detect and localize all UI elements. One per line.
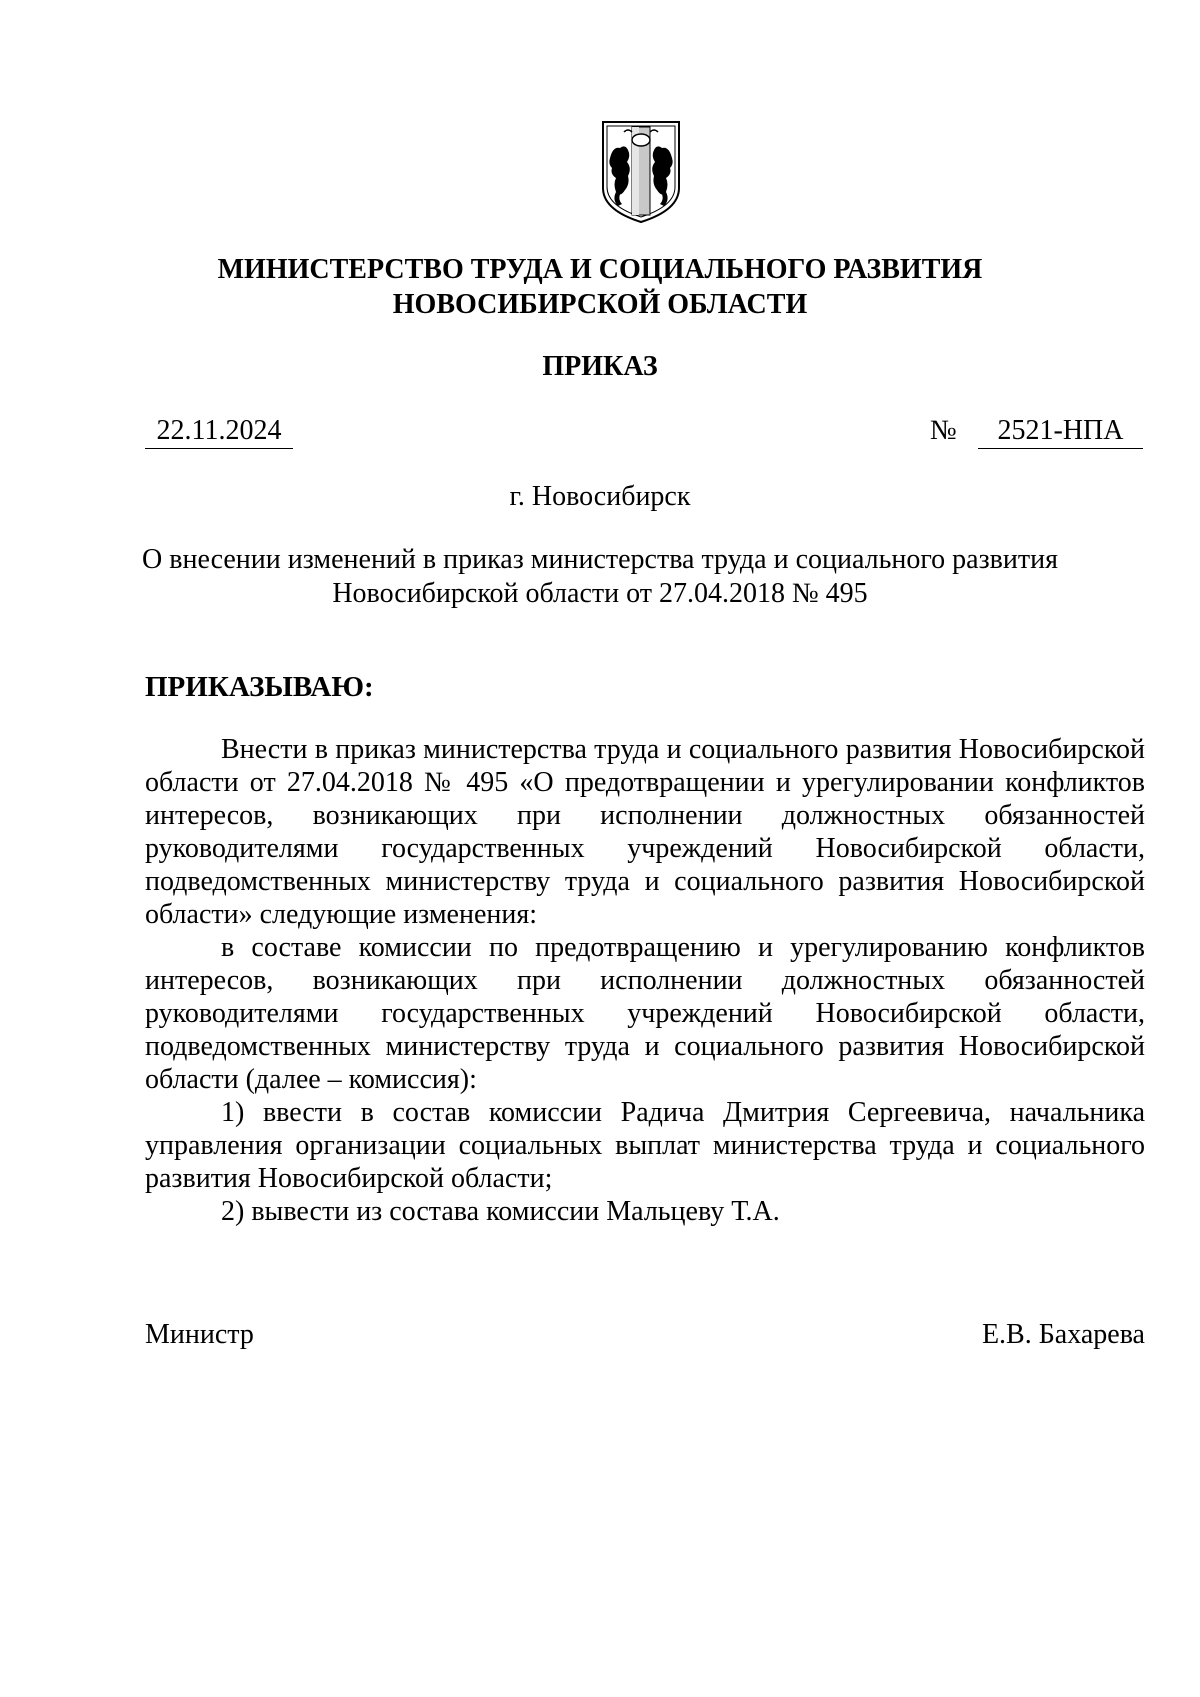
body-paragraph-1: Внести в приказ министерства труда и социального развития Новосибирской области от 27.04.2018 № 495 «О предотвращении и урегулировании конфликтов интересов, возникающих при исполнении должностных обязанностей руководителями государственных учреждений Новосибирской области, подведомственных министерству труда и социального развития Новосибирской области» следующие изменения: [145,734,1145,930]
body-paragraph-2: в составе комиссии по предотвращению и урегулированию конфликтов интересов, возникающих при исполнении должностных обязанностей руководителями государственных учреждений Новосибирской области, подведомственных министерству труда и социального развития Новосибирской области (далее – комиссия): [145,932,1145,1095]
order-body [145,733,1145,1228]
ministry-name-line1: МИНИСТЕРСТВО ТРУДА И СОЦИАЛЬНОГО РАЗВИТИЯ [217,254,983,285]
order-date: 22.11.2024 [145,414,293,449]
ministry-name-line2: НОВОСИБИРСКОЙ ОБЛАСТИ [392,289,808,320]
signer-name: Е.В. Бахарева [981,1319,1145,1350]
document-type-title: ПРИКАЗ [542,351,658,382]
signer-title: Министр [145,1319,254,1350]
body-paragraph-3: 1) ввести в состав комиссии Радича Дмитрия Сергеевича, начальника управления организации социальных выплат министерства труда и социального развития Новосибирской области; [145,1097,1145,1194]
order-subject-line2: Новосибирской области от 27.04.2018 № 495 [332,578,868,609]
coat-of-arms-icon [598,118,684,226]
city-name: г. Новосибирск [509,481,691,512]
directive-heading: ПРИКАЗЫВАЮ: [145,671,374,703]
order-subject [130,543,1070,611]
order-subject-line1: О внесении изменений в приказ министерства труда и социального развития [142,544,1058,575]
order-number: 2521-НПА [978,414,1143,449]
number-sign: № [930,415,957,446]
body-paragraph-4: 2) вывести из состава комиссии Мальцеву Т.А. [221,1196,780,1227]
